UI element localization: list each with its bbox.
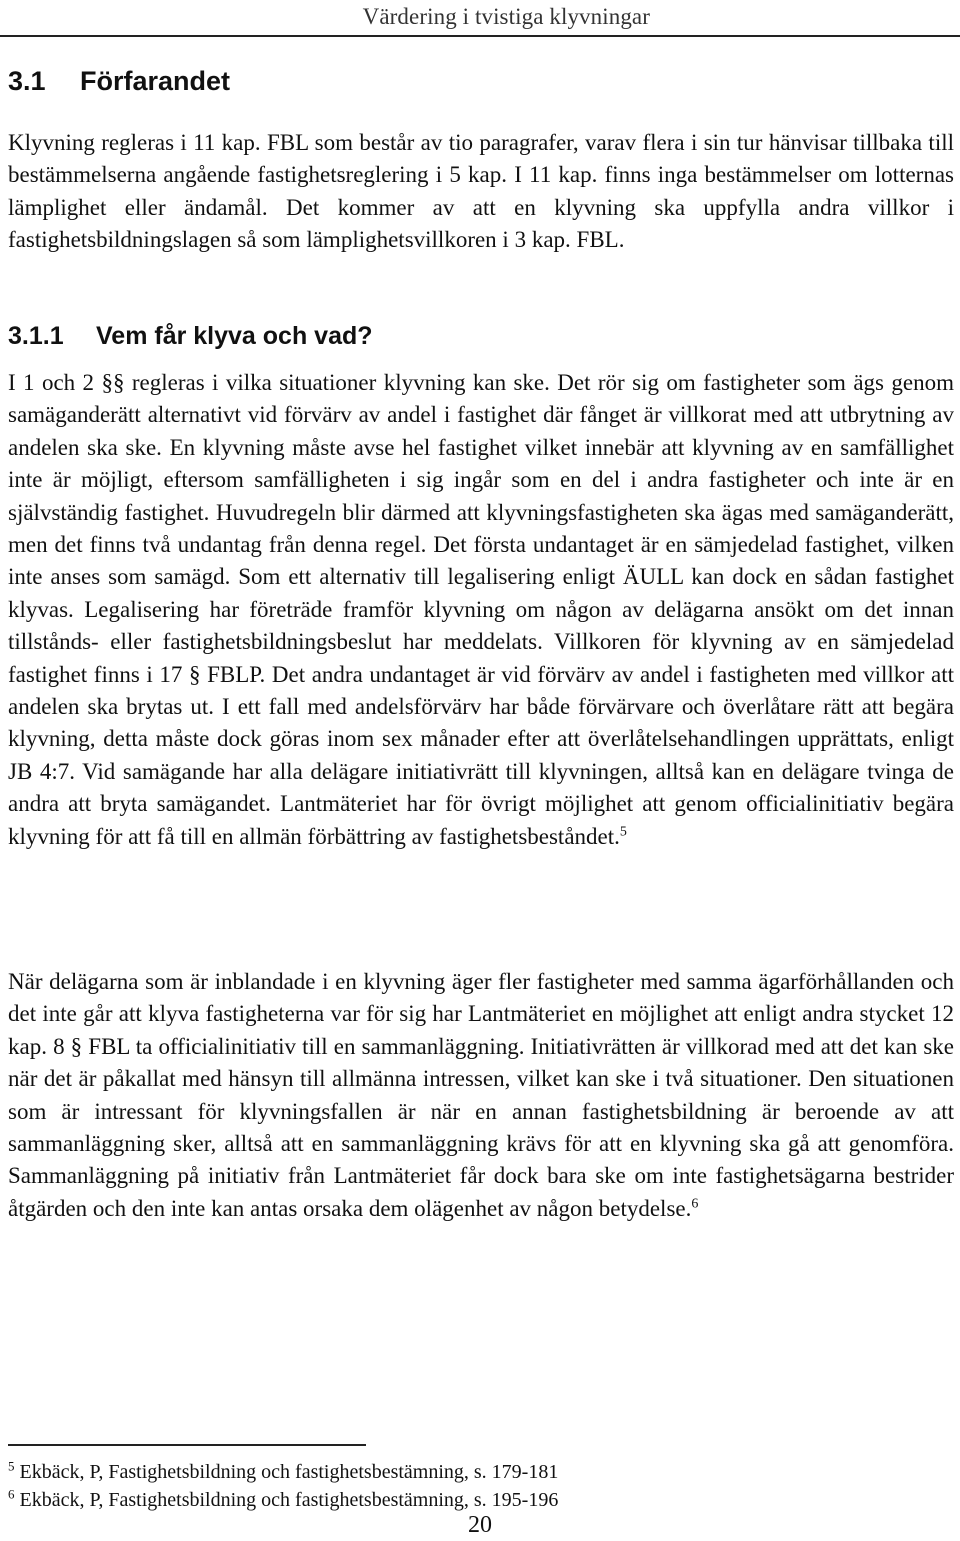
footnote-ref-5[interactable]: 5 [619,824,627,840]
paragraph-3 [8,966,954,1225]
section-heading [8,66,230,97]
footnote-text: Ekbäck, P, Fastighetsbildning och fastighetsbestämning, s. 195-196 [19,1489,559,1511]
header-divider [0,35,960,37]
running-header: Värdering i tvistiga klyvningar [362,4,650,29]
page-number: 20 [468,1512,492,1538]
footnote-text: Ekbäck, P, Fastighetsbildning och fastighetsbestämning, s. 179-181 [19,1461,559,1483]
subsection-heading [8,322,373,351]
subsection-number: 3.1.1 [8,322,64,350]
paragraph-1: Klyvning regleras i 11 kap. FBL som består av tio paragrafer, varav flera i sin tur hänvisar tillbaka till bestämmelserna angående fastighetsreglering i 5 kap. I 11 kap. finns inga bestämmelser om lotternas lämplighet eller ändamål. Det kommer av att en klyvning ska uppfylla andra villkor i fastighetsbildningslagen så som lämplighetsvillkoren i 3 kap. FBL. [8,130,954,253]
paragraph-3-text: När delägarna som är inblandade i en klyvning äger fler fastigheter med samma ägarförhållanden och det inte går att klyva fastigheterna var för sig har Lantmäteriet en möjlighet att enligt andra stycket 12 kap. 8 § FBL ta officialinitiativ till en sammanläggning. Initiativrätten är villkorad med att det kan ske när det är påkallat med hänsyn till allmänna intressen, vilket kan ske i två situationer. Den situationen som är intressant för klyvningsfallen är när en annan fastighetsbildning är beroende av att sammanläggning sker, alltså att en sammanläggning krävs för att en klyvning ska gå att genomföra. Sammanläggning på initiativ från Lantmäteriet får dock bara ske om inte fastighetsägarna bestrider åtgärden och den inte kan antas orsaka dem olägenhet av någon betydelse. [8,969,954,1221]
section-number: 3.1 [8,66,46,96]
footnote-mark: 6 [8,1486,15,1502]
subsection-title: Vem får klyva och vad? [96,322,373,350]
footnote-ref-6[interactable]: 6 [691,1196,699,1212]
paragraph-2 [8,367,954,853]
footnote-divider [8,1444,366,1446]
footnote-mark: 5 [8,1458,15,1474]
footnote-6 [8,1487,558,1513]
paragraph-2-text: I 1 och 2 §§ regleras i vilka situationer klyvning kan ske. Det rör sig om fastigheter som ägs genom samäganderätt alternativt vid förvärv av andel i fastighet där fånget är villkorat med att utbrytning av andelen ska ske. En klyvning måste avse hel fastighet vilket innebär att klyvning av en samfällighet inte är möjligt, eftersom samfälligheten i sig ingår som en del i andra fastigheter och inte är en självständig fastighet. Huvudregeln blir därmed att klyvningsfastigheten ska ägas med samäganderätt, men det finns två undantag från denna regel. Det första undantaget är en sämjedelad fastighet, vilken inte anses som samägd. Som ett alternativ till legalisering enligt ÄULL kan dock en sådan fastighet klyvas. Legalisering har företräde framför klyvning om någon av delägarna ansökt om det innan tillstånds- eller fastighetsbildningsbeslut har meddelats. Villkoren för klyvning av en sämjedelad fastighet finns i 17 § FBLP. Det andra undantaget är vid förvärv av andel i fastigheten med villkor att andelen ska brytas ut. I ett fall med andelsförvärv har både förvärvare och överlåtare rätt att begära klyvning, detta måste dock göras inom sex månader efter att överlåtelsehandlingen upprättats, enligt JB 4:7. Vid samägande har alla delägare initiativrätt till klyvningen, alltså kan en delägare tvinga de andra att bryta samägandet. Lantmäteriet har för övrigt möjlighet att genom officialinitiativ begära klyvning för att få till en allmän förbättring av fastighetsbeståndet. [8,370,954,849]
footnote-5 [8,1459,558,1485]
section-title: Förfarandet [80,66,231,96]
